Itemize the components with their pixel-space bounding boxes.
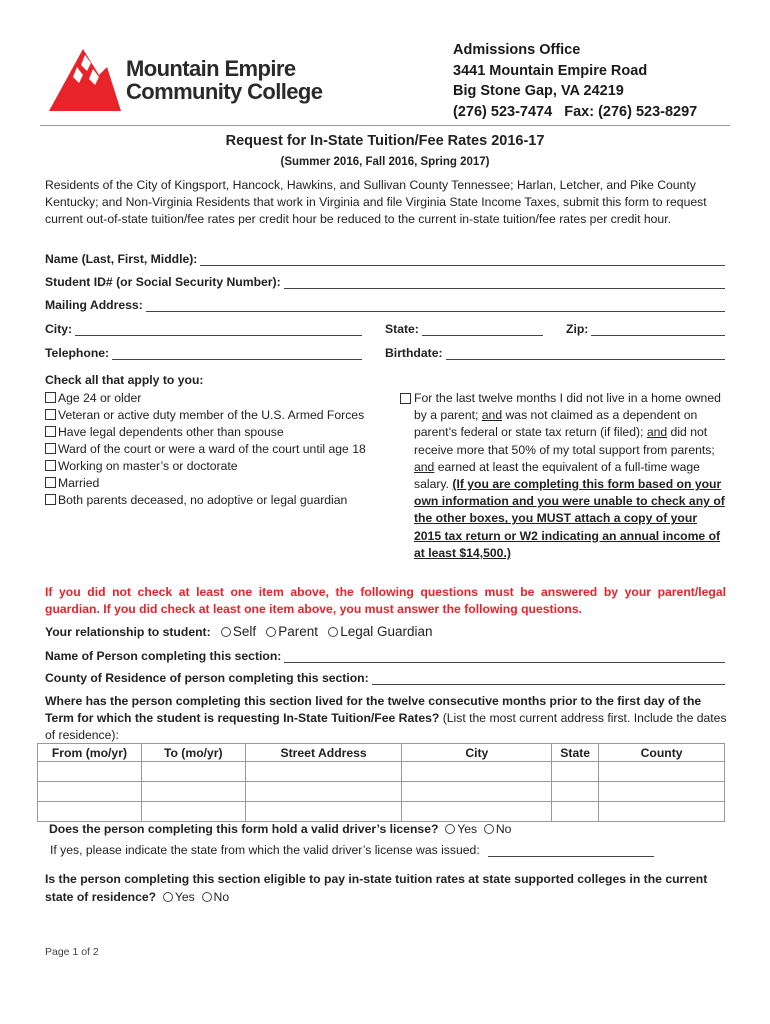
person-county-line[interactable] [372,672,725,685]
form-title: Request for In-State Tuition/Fee Rates 2016-17 [225,133,545,149]
telephone-line[interactable] [112,347,362,360]
table-header-row [38,744,725,762]
statement-bold-note: (If you are completing this form based on your own information and you were unable to check any of the other boxes, you MUST attach a copy of your 2015 tax return or W2 indicating an annual income of at least $14,500.) [414,477,725,560]
table-cell[interactable] [402,762,552,782]
student-id-line[interactable] [284,276,725,289]
license-state-field[interactable] [50,843,654,857]
check-item[interactable] [45,441,366,458]
intro-paragraph: Residents of the City of Kingsport, Hancock, Hawkins, and Sullivan County Tennessee; Harlan, Letcher, and Pike County Kentucky; and Non-Virginia Residents that work in Virginia and file Virginia State Income Taxes, submit this form to request current out-of-state tuition/fee rates per credit hour be reduced to the current in-state tuition/fee rates per credit hour. [45,178,707,226]
table-cell[interactable] [38,762,142,782]
office-line: (276) 523-7474 Fax: (276) 523-8297 [453,103,698,120]
statement-and: and [646,425,668,440]
independent-checkbox[interactable] [400,393,411,404]
table-cell[interactable] [245,762,402,782]
checkbox[interactable] [45,460,56,471]
option-legal-guardian: Legal Guardian [340,624,433,639]
table-cell[interactable] [599,762,725,782]
logo-text-line1: Mountain Empire [126,56,296,81]
residence-question-note: (List the most current address first. Include the dates of residence): [45,711,727,742]
college-logo-mark [47,45,123,113]
check-item[interactable] [45,458,366,475]
page-number: Page 1 of 2 [45,946,99,958]
check-item-label: Age 24 or older [58,391,142,405]
check-item[interactable] [45,424,366,441]
statement-text: earned at least the equivalent of a full-time wage salary. [414,459,700,492]
license-question-row [49,822,511,836]
name-line[interactable] [200,253,725,266]
zip-field[interactable] [566,322,725,336]
table-cell[interactable] [141,782,245,802]
relationship-row [45,624,433,639]
check-item[interactable] [45,407,366,424]
license-yes-label: Yes [457,822,478,836]
license-no-label: No [495,822,512,836]
student-id-label: Student ID# (or Social Security Number): [45,275,281,289]
city-line[interactable] [75,323,362,336]
mailing-address-field[interactable] [45,298,725,312]
office-line: Big Stone Gap, VA 24219 [453,83,624,99]
col-street: Street Address [245,744,402,762]
col-city: City [402,744,552,762]
table-cell[interactable] [245,782,402,802]
table-cell[interactable] [402,782,552,802]
header-divider [40,125,730,126]
zip-line[interactable] [591,323,725,336]
statement-text: For the last twelve months I did not live in a home owned by a parent; [414,391,721,423]
check-heading: Check all that apply to you: [45,373,204,387]
check-item-label: Both parents deceased, no adoptive or legal guardian [58,493,348,507]
city-field[interactable] [45,322,362,336]
table-cell[interactable] [38,802,142,822]
birthdate-field[interactable] [385,346,725,360]
logo-text-line2: Community College [126,79,323,104]
checkbox[interactable] [45,409,56,420]
table-cell[interactable] [599,782,725,802]
statement-and: and [481,408,503,423]
check-item-label: Ward of the court or were a ward of the court until age 18 [58,442,366,456]
independent-statement [414,390,726,562]
eligible-no-label: No [213,890,230,904]
statement-text: was not claimed as a dependent on parent’s federal or state tax return (if filed); [414,408,698,440]
table-cell[interactable] [141,802,245,822]
table-cell[interactable] [552,802,599,822]
col-from: From (mo/yr) [38,744,142,762]
table-row [38,782,725,802]
person-name-field[interactable] [45,649,725,663]
table-cell[interactable] [552,782,599,802]
form-subtitle: (Summer 2016, Fall 2016, Spring 2017) [280,156,490,168]
office-line: Admissions Office [453,42,581,58]
state-label: State: [385,322,419,336]
statement-and: and [414,459,435,474]
radio-self[interactable] [221,627,231,637]
mailing-line[interactable] [146,299,725,312]
person-county-label: County of Residence of person completing this section: [45,671,369,685]
telephone-field[interactable] [45,346,362,360]
table-cell[interactable] [599,802,725,822]
table-cell[interactable] [552,762,599,782]
radio-parent[interactable] [266,627,276,637]
check-list [45,390,366,509]
license-state-label: If yes, please indicate the state from which the valid driver’s license was issued: [50,843,480,857]
zip-label: Zip: [566,322,589,336]
eligible-yes-label: Yes [174,890,195,904]
checkbox[interactable] [45,392,56,403]
radio-eligible-no[interactable] [202,892,212,902]
radio-eligible-yes[interactable] [163,892,173,902]
license-state-line[interactable] [488,844,654,857]
table-cell[interactable] [141,762,245,782]
residence-history-table [37,743,725,822]
radio-license-yes[interactable] [445,824,455,834]
checkbox[interactable] [45,426,56,437]
check-item[interactable] [45,492,366,509]
checkbox[interactable] [45,494,56,505]
col-state: State [552,744,599,762]
col-county: County [599,744,725,762]
check-item-label: Have legal dependents other than spouse [58,425,284,439]
office-line: 3441 Mountain Empire Road [453,62,648,79]
city-label: City: [45,322,73,336]
state-field[interactable] [385,322,543,336]
table-cell[interactable] [245,802,402,822]
table-cell[interactable] [38,782,142,802]
person-name-label: Name of Person completing this section: [45,649,282,663]
check-item[interactable] [45,390,366,407]
check-item-label: Married [58,476,100,490]
statement-text: did not receive more that 50% of my total support from parents; [414,425,715,457]
residence-question [45,693,727,744]
option-parent: Parent [278,624,319,639]
radio-license-no[interactable] [484,824,494,834]
relationship-label: Your relationship to student: [45,625,211,639]
option-self: Self [232,624,257,639]
student-id-field[interactable] [45,275,725,289]
checkbox[interactable] [45,443,56,454]
telephone-label: Telephone: [45,346,110,360]
license-question: Does the person completing this form hold a valid driver’s license? [49,822,439,836]
table-row [38,802,725,822]
eligibility-question [45,870,727,906]
mailing-label: Mailing Address: [45,298,143,312]
birthdate-label: Birthdate: [385,346,443,360]
name-field[interactable] [45,252,725,266]
parent-guardian-warning: If you did not check at least one item above, the following questions must be answered by your parent/legal guardian. If you did check at least one item above, you must answer the following questions. [45,585,726,616]
check-item-label: Working on master’s or doctorate [58,459,238,473]
radio-legal-guardian[interactable] [328,627,338,637]
col-to: To (mo/yr) [141,744,245,762]
check-item-label: Veteran or active duty member of the U.S. Armed Forces [58,408,365,422]
table-row [38,762,725,782]
residence-question-bold: Where has the person completing this section lived for the twelve consecutive months prior to the first day of the Term for which the student is requesting In-State Tuition/Fee Rates? [45,694,702,725]
person-name-line[interactable] [284,650,725,663]
name-label: Name (Last, First, Middle): [45,252,198,266]
state-line[interactable] [422,323,543,336]
table-cell[interactable] [402,802,552,822]
check-item[interactable] [45,475,366,492]
checkbox[interactable] [45,477,56,488]
office-address-block [453,40,697,122]
birthdate-line[interactable] [446,347,725,360]
person-county-field[interactable] [45,671,725,685]
eligibility-question-text: Is the person completing this section eligible to pay in-state tuition rates at state supported colleges in the current state of residence? [45,872,708,904]
